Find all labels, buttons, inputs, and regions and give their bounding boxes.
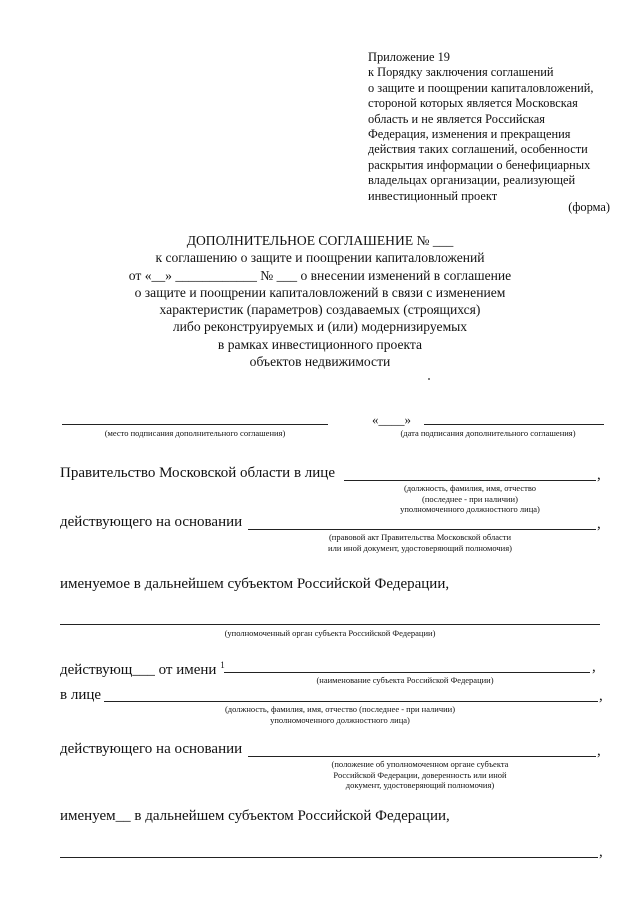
appendix-line: владельцах организации, реализующей xyxy=(368,173,576,188)
basis-label: действующего на основании xyxy=(60,741,243,757)
title-line: от «__» ____________ № ___ о внесении изменений в соглашение xyxy=(128,267,512,283)
basis-caption: (положение об уполномоченном органе субъекта Российской Федерации, доверенность или иной документ, удостоверяющий полномочия) xyxy=(331,759,509,790)
comma: , xyxy=(592,659,596,675)
comma: , xyxy=(599,688,603,704)
signing-place-line[interactable] xyxy=(62,424,328,425)
appendix-line: область и не является Российская xyxy=(368,111,546,126)
footnote-marker: 1 xyxy=(220,660,225,670)
appendix-line: Федерация, изменения и прекращения xyxy=(368,127,571,142)
signing-date-line[interactable] xyxy=(424,424,604,425)
appendix-line: Приложение 19 xyxy=(368,50,450,64)
signing-date-caption: (дата подписания дополнительного соглашения) xyxy=(400,428,576,438)
title-line: объектов недвижимости xyxy=(249,354,391,370)
appendix-line: действия таких соглашений, особенности xyxy=(368,142,588,157)
signing-place-caption: (место подписания дополнительного соглашения) xyxy=(104,428,286,438)
basis-caption: (правовой акт Правительства Московской области или иной документ, удостоверяющий полномочия) xyxy=(328,532,512,553)
form-label: (форма) xyxy=(568,200,610,214)
comma: , xyxy=(599,844,603,860)
appendix-line: инвестиционный проект xyxy=(368,188,498,203)
subject-name-caption: (наименование субъекта Российской Федерации) xyxy=(316,675,494,685)
appendix-line: к Порядку заключения соглашений xyxy=(368,65,554,80)
basis-label: действующего на основании xyxy=(60,514,243,530)
title-line: характеристик (параметров) создаваемых (строящихся) xyxy=(159,302,481,318)
basis-document-line[interactable] xyxy=(248,756,596,757)
title-line: к соглашению о защите и поощрении капиталовложений xyxy=(155,250,485,266)
government-caption: (должность, фамилия, имя, отчество (последнее - при наличии) уполномоченного должностного лица) xyxy=(400,483,540,514)
appendix-line: о защите и поощрении капиталовложений, xyxy=(368,80,594,95)
appendix-line: стороной которых является Московская xyxy=(368,96,578,111)
document-title xyxy=(0,232,640,370)
basis-document-line[interactable] xyxy=(248,529,596,530)
person-label: в лице xyxy=(60,687,102,703)
person-line[interactable] xyxy=(104,701,598,702)
person-caption: (должность, фамилия, имя, отчество (последнее - при наличии) уполномоченного должностного лица) xyxy=(224,704,456,725)
comma: , xyxy=(597,743,601,759)
on-behalf-label: действующ___ от имени $^1$ xyxy=(60,660,225,678)
authorized-body-caption: (уполномоченный орган субъекта Российской Федерации) xyxy=(224,628,436,638)
comma: , xyxy=(597,516,601,532)
appendix-header xyxy=(368,50,628,204)
title-line: о защите и поощрении капиталовложений в связи с изменением xyxy=(134,284,506,300)
scan-speck xyxy=(428,378,430,380)
referred-label: именуемое в дальнейшем субъектом Российской Федерации, xyxy=(60,576,450,592)
title-line: либо реконструируемых и (или) модернизируемых xyxy=(172,319,468,335)
government-label: Правительство Московской области в лице xyxy=(60,465,335,481)
referred-label: именуем__ в дальнейшем субъектом Российской Федерации, xyxy=(60,808,450,824)
signing-date-prefix: «____» xyxy=(372,412,411,427)
authorized-body-line[interactable] xyxy=(60,624,600,625)
title-line: в рамках инвестиционного проекта xyxy=(217,336,423,352)
subject-name-line[interactable] xyxy=(224,672,590,673)
title-line: ДОПОЛНИТЕЛЬНОЕ СОГЛАШЕНИЕ № ___ xyxy=(186,233,454,248)
comma: , xyxy=(597,467,601,483)
bottom-entry-line[interactable] xyxy=(60,857,598,858)
appendix-line: раскрытия информации о бенефициарных xyxy=(368,157,591,172)
government-official-line[interactable] xyxy=(344,480,596,481)
